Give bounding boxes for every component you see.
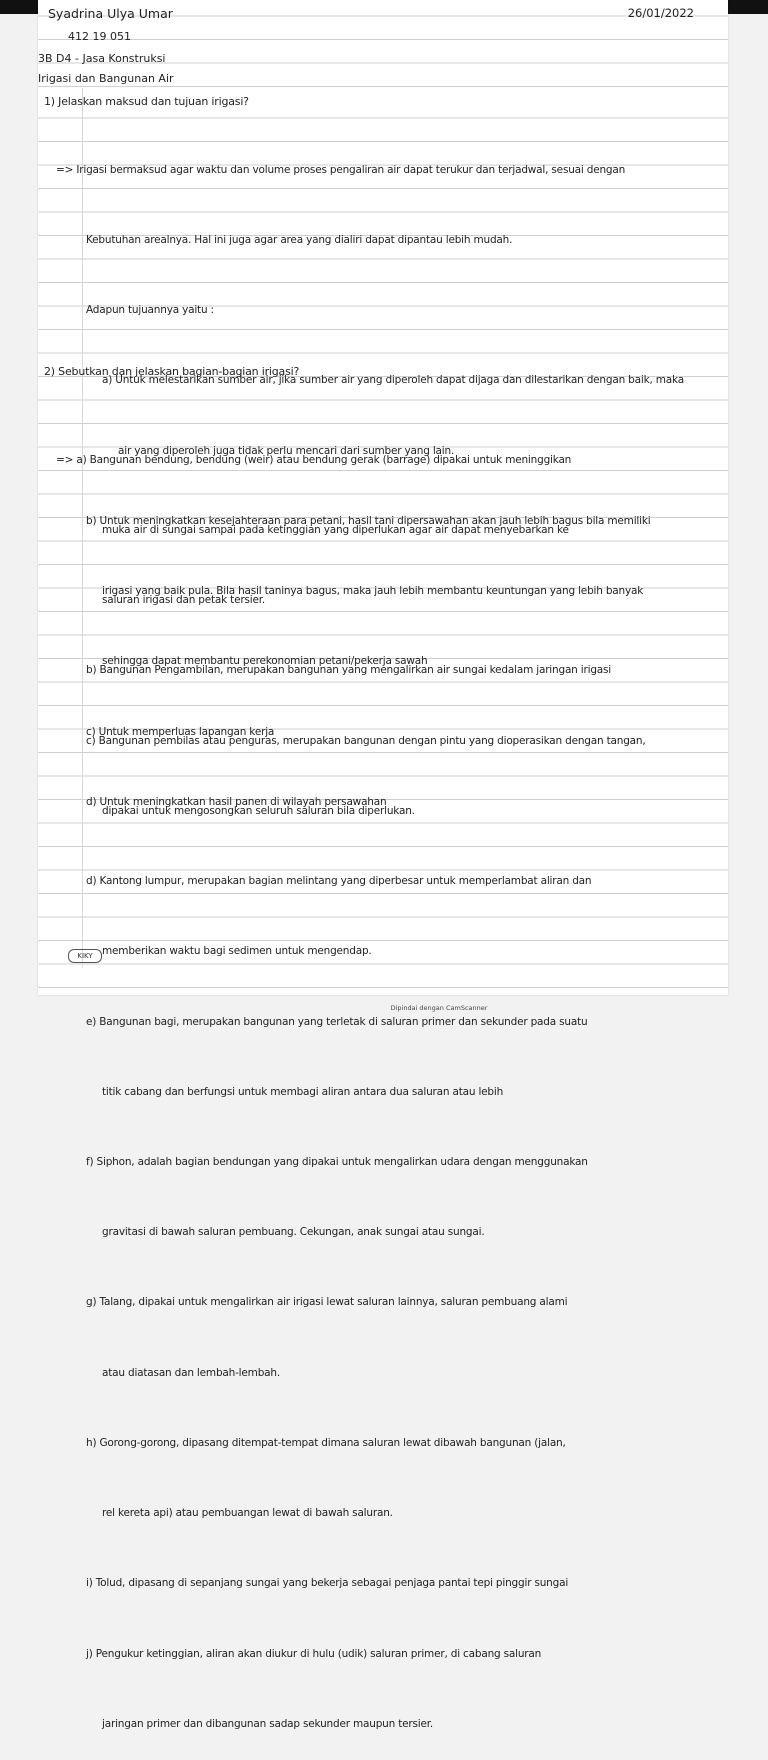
answer-2-line: h) Gorong-gorong, dipasang ditempat-tempat dimana saluran lewat dibawah bangunan (jalan,: [86, 1436, 566, 1449]
answer-2-line: atau diatasan dan lembah-lembah.: [102, 1366, 280, 1379]
question-1: 1) Jelaskan maksud dan tujuan irigasi?: [44, 95, 249, 108]
answer-2-line: memberikan waktu bagi sedimen untuk mengendap.: [102, 945, 372, 958]
class-label: 3B D4 - Jasa Konstruksi: [38, 52, 166, 65]
answer-2-line: c) Bangunan pembilas atau penguras, merupakan bangunan dengan pintu yang dioperasikan dengan tangan,: [86, 734, 646, 747]
answer-2-line: d) Kantong lumpur, merupakan bagian melintang yang diperbesar untuk memperlambat aliran dan: [86, 875, 592, 888]
student-name: Syadrina Ulya Umar: [48, 6, 173, 21]
answer-1-line: Adapun tujuannya yaitu :: [86, 304, 214, 317]
answer-2-line: e) Bangunan bagi, merupakan bangunan yang terletak di saluran primer dan sekunder pada suatu: [86, 1015, 588, 1028]
answer-2-line: dipakai untuk mengosongkan seluruh saluran bila diperlukan.: [102, 804, 415, 817]
answer-2-line: b) Bangunan Pengambilan, merupakan bangunan yang mengalirkan air sungai kedalam jaringan irigasi: [86, 664, 612, 677]
answer-2-line: j) Pengukur ketinggian, aliran akan diukur di hulu (udik) saluran primer, di cabang saluran: [86, 1647, 542, 1660]
answer-2-line: titik cabang dan berfungsi untuk membagi aliran antara dua saluran atau lebih: [102, 1085, 504, 1098]
answer-2-line: g) Talang, dipakai untuk mengalirkan air irigasi lewat saluran lainnya, saluran pembuang alami: [86, 1296, 568, 1309]
answer-1-line: irigasi yang baik pula. Bila hasil taninya bagus, maka jauh lebih membantu keuntungan yang lebih banyak: [102, 585, 644, 598]
answer-2-line: jaringan primer dan dibangunan sadap sekunder maupun tersier.: [102, 1717, 434, 1730]
answer-2-line: muka air di sungai sampai pada ketinggian yang diperlukan agar air dapat menyebarkan ke: [102, 524, 569, 537]
answer-1-line: air yang diperoleh juga tidak perlu mencari dari sumber yang lain.: [118, 444, 455, 457]
answer-2-line: gravitasi di bawah saluran pembuang. Cekungan, anak sungai atau sungai.: [102, 1226, 485, 1239]
answer-1-line: sehingga dapat membantu perekonomian petani/pekerja sawah: [102, 655, 428, 668]
answer-1-line: d) Untuk meningkatkan hasil panen di wilayah persawahan: [86, 795, 387, 808]
answer-2-line: rel kereta api) atau pembuangan lewat di bawah saluran.: [102, 1507, 393, 1520]
notebook-brand-logo: KIKY: [68, 949, 102, 963]
course-label: Irigasi dan Bangunan Air: [38, 72, 174, 85]
answer-1-line: a) Untuk melestarikan sumber air, jika sumber air yang diperoleh dapat dijaga dan dilestarikan dengan baik, maka: [102, 374, 684, 387]
student-id: 412 19 051: [68, 30, 131, 43]
answer-2-line: i) Tolud, dipasang di sepanjang sungai yang bekerja sebagai penjaga pantai tepi pinggir sungai: [86, 1577, 569, 1590]
scanner-watermark: Dipindai dengan CamScanner: [390, 1004, 488, 1012]
date: 26/01/2022: [627, 6, 694, 20]
answer-1-line: c) Untuk memperluas lapangan kerja: [86, 725, 275, 738]
answer-2: [56, 402, 706, 1760]
answer-1-line: b) Untuk meningkatkan kesejahteraan para petani, hasil tani dipersawahan akan jauh lebih bagus bila memiliki: [86, 514, 651, 527]
answer-2-line: saluran irigasi dan petak tersier.: [102, 594, 266, 607]
answer-1-line: Kebutuhan arealnya. Hal ini juga agar area yang dialiri dapat dipantau lebih mudah.: [86, 234, 513, 247]
question-2: 2) Sebutkan dan jelaskan bagian-bagian irigasi?: [44, 365, 300, 378]
answer-2-line: f) Siphon, adalah bagian bendungan yang dipakai untuk mengalirkan udara dengan menggunakan: [86, 1156, 588, 1168]
answer-1-line: => Irigasi bermaksud agar waktu dan volume proses pengaliran air dapat terukur dan terjadwal, sesuai dengan: [56, 163, 626, 176]
answer-2-line: => a) Bangunan bendung, bendung (weir) atau bendung gerak (barrage) dipakai untuk meninggikan: [56, 453, 572, 466]
